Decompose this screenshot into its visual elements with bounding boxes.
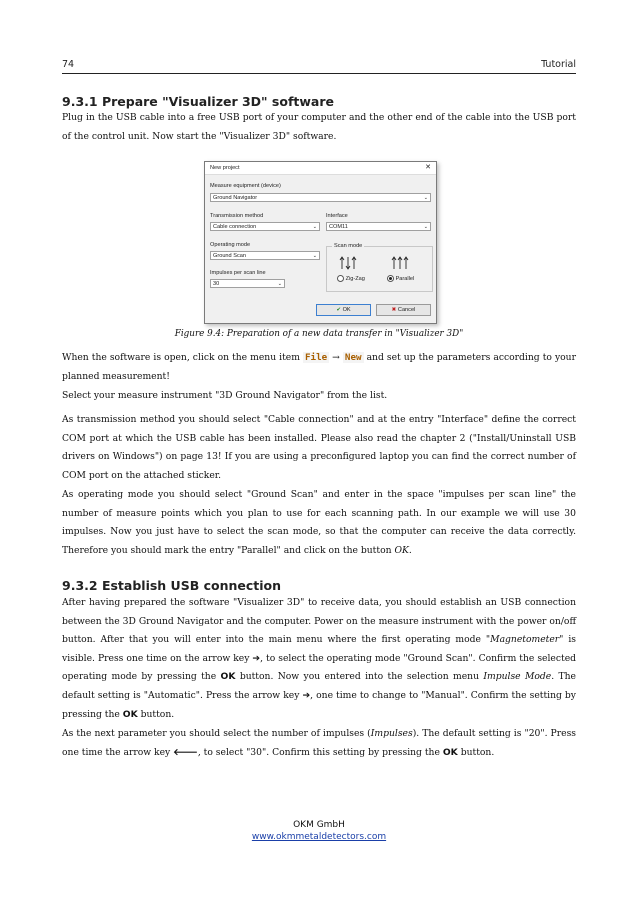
- section-name: Tutorial: [541, 59, 576, 70]
- page-number: 74: [62, 59, 75, 70]
- heading-9-3-1: 9.3.1 Prepare "Visualizer 3D" software: [62, 94, 334, 109]
- check-icon: ✔: [336, 307, 342, 313]
- cancel-button[interactable]: ✖ Cancel: [376, 304, 431, 316]
- arrow-right-icon: ➔: [252, 652, 261, 664]
- measure-equipment-label: Measure equipment (device): [210, 183, 281, 189]
- parallel-label: Parallel: [395, 275, 415, 282]
- impulses-label: Impulses per scan line: [210, 270, 266, 276]
- parallel-radio[interactable]: [387, 275, 414, 282]
- measure-equipment-select[interactable]: [210, 193, 431, 202]
- paragraph-select-instrument: Select your measure instrument "3D Ground Navigator" from the list.: [62, 390, 388, 401]
- transmission-label: Transmission method: [210, 213, 264, 219]
- radio-icon: [337, 275, 344, 282]
- chevron-down-icon: ⌄: [312, 224, 317, 230]
- chevron-down-icon: ⌄: [277, 281, 282, 287]
- menu-new-text: New: [344, 352, 362, 363]
- scan-mode-group: [326, 243, 433, 292]
- heading-9-3-2: 9.3.2 Establish USB connection: [62, 578, 282, 593]
- parallel-icon: [391, 256, 413, 270]
- interface-label: Interface: [326, 213, 348, 219]
- page-header: [62, 59, 576, 74]
- dialog-title: New project: [210, 165, 240, 171]
- interface-value: COM11: [329, 224, 348, 230]
- chevron-down-icon: ⌄: [423, 195, 428, 201]
- paragraph-operating-mode: As operating mode you should select "Ground Scan" and enter in the space "impulses per scan line" the number of measure points which you plan to use for each scanning path. In our example we will use 30 impulses. Now you just have to select the scan mode, so that the computer can receive the data correctly. Therefore you should mark the entry "Parallel" and click on the button OK.: [62, 489, 576, 556]
- zigzag-radio[interactable]: [337, 275, 365, 282]
- radio-selected-icon: [387, 275, 394, 282]
- zigzag-icon: [339, 256, 361, 270]
- scan-mode-label: Scan mode: [334, 243, 363, 249]
- operating-mode-label: Operating mode: [210, 242, 251, 248]
- page-footer: [0, 819, 638, 843]
- chevron-down-icon: ⌄: [423, 224, 428, 230]
- company-name: OKM GmbH: [293, 820, 345, 830]
- arrow-right-icon: ➔: [302, 689, 311, 701]
- paragraph-usb-connection: After having prepared the software "Visualizer 3D" to receive data, you should establish an USB connection between the 3D Ground Navigator and the computer. Power on the measure instrument with the power on/off button. After that you will enter into the main menu where the first operating mode "Magnetometer" is visible. Press one time on the arrow key ➔, to select the operating mode "Ground Scan". Confirm the selected operating mode by pressing the OK button. Now you entered into the selection menu Impulse Mode. The default setting is "Automatic". Press the arrow key ➔, one time to change to "Manual". Confirm the setting by pressing the OK button.: [62, 597, 577, 720]
- website-link[interactable]: www.okmmetaldetectors.com: [251, 832, 387, 842]
- close-icon[interactable]: ✕: [425, 164, 431, 171]
- impulses-value: 30: [213, 281, 220, 287]
- ok-button[interactable]: ✔ OK: [316, 304, 371, 316]
- arrow-left-icon: 🡐: [173, 746, 198, 758]
- cross-icon: ✖: [391, 307, 397, 313]
- new-project-dialog: [204, 161, 437, 324]
- impulses-select[interactable]: [210, 279, 285, 288]
- operating-mode-value: Ground Scan: [213, 253, 246, 259]
- zigzag-label: Zig-Zag: [345, 275, 365, 282]
- chevron-down-icon: ⌄: [312, 253, 317, 259]
- dialog-titlebar: [205, 162, 436, 175]
- paragraph-menu-instructions: When the software is open, click on the menu item File → New and set up the parameters according to your planned measurement!: [62, 352, 576, 382]
- transmission-select[interactable]: [210, 222, 320, 231]
- transmission-value: Cable connection: [213, 224, 257, 230]
- interface-select[interactable]: [326, 222, 431, 231]
- operating-mode-select[interactable]: [210, 251, 320, 260]
- menu-file-text: File: [305, 352, 328, 363]
- measure-equipment-value: Ground Navigator: [213, 195, 258, 201]
- paragraph-transmission: As transmission method you should select "Cable connection" and at the entry "Interface" define the correct COM port at which the USB cable has been installed. Please also read the chapter 2 ("Install/Uninstall USB drivers on Windows") on page 13! If you are using a preconfigured laptop you can find the correct number of COM port on the attached sticker.: [62, 414, 576, 481]
- figure-caption: Figure 9.4: Preparation of a new data transfer in "Visualizer 3D": [174, 329, 464, 339]
- paragraph-impulses: As the next parameter you should select the number of impulses (Impulses). The default setting is "20". Press one time the arrow key 🡐, to select "30". Confirm this setting by pressing the OK button.: [62, 728, 576, 758]
- paragraph-intro: Plug in the USB cable into a free USB port of your computer and the other end of the cable into the USB port of the control unit. Now start the "Visualizer 3D" software.: [62, 112, 576, 142]
